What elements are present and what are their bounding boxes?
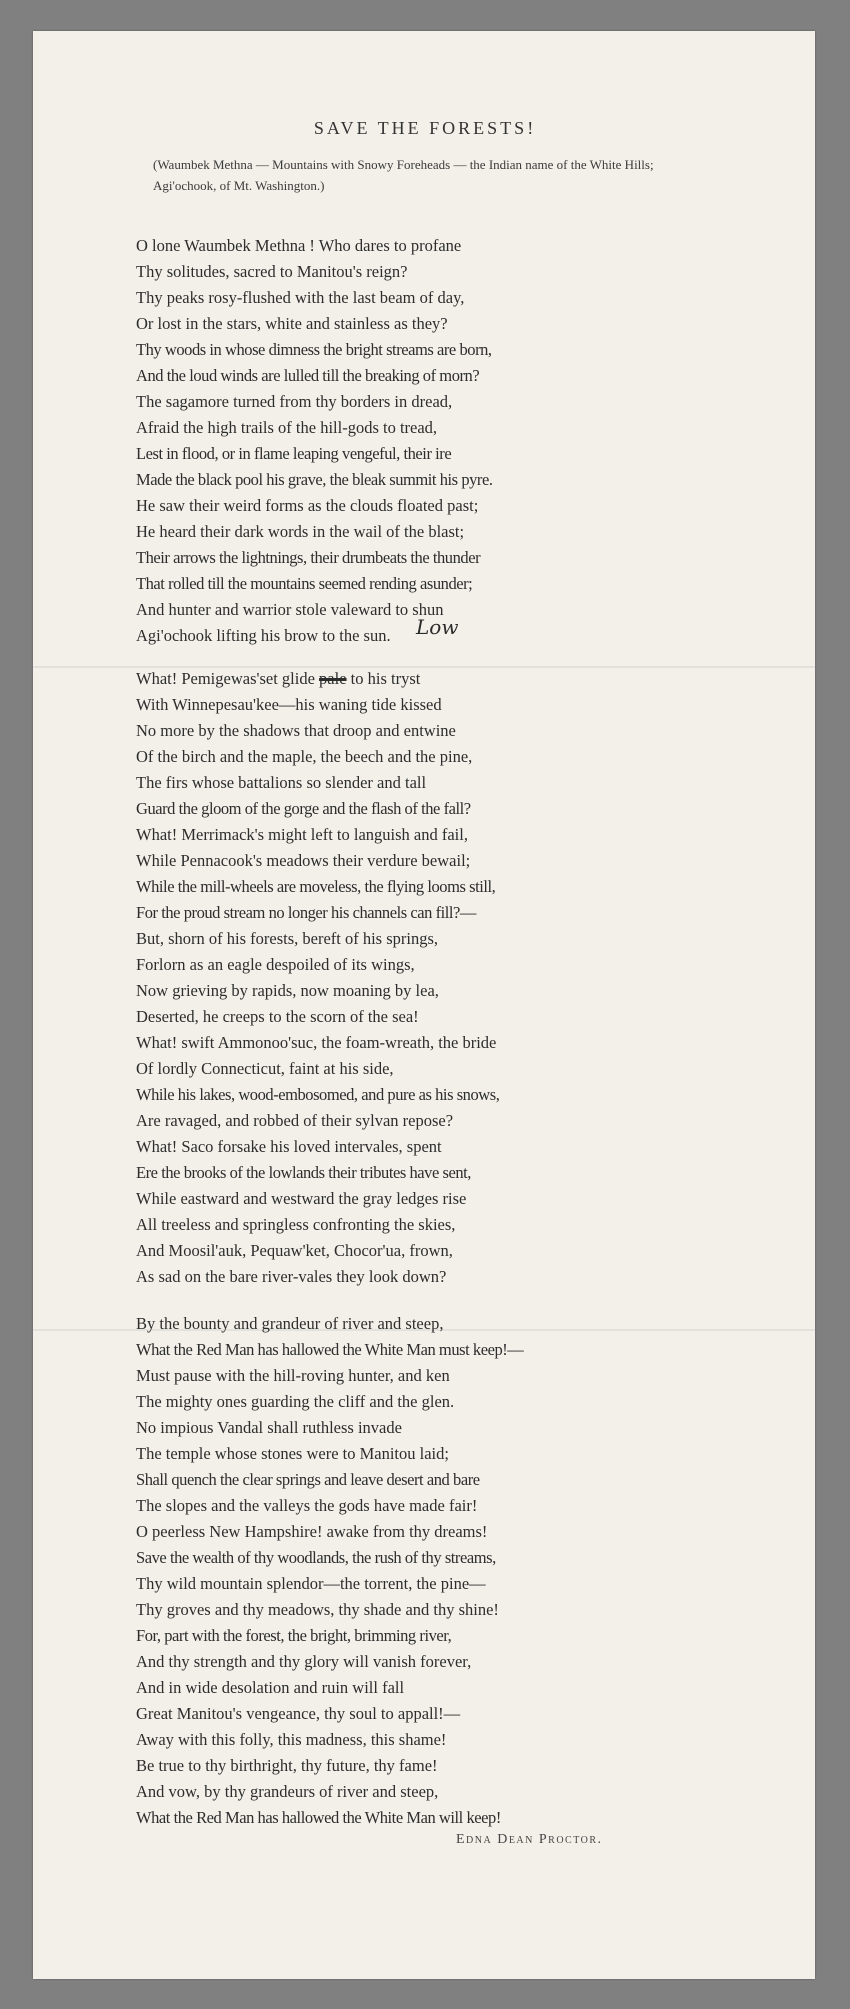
poem-line: What the Red Man has hallowed the White Man will keep! [136,1808,501,1827]
poem-line: Thy peaks rosy-flushed with the last beam of day, [136,288,465,307]
poem-line: Lest in flood, or in flame leaping vengeful, their ire [136,444,452,463]
poem-line: Made the black pool his grave, the bleak summit his pyre. [136,470,493,489]
stanza-2 [136,666,696,1290]
poem-line: Away with this folly, this madness, this shame! [136,1730,447,1749]
poem-line: While the mill-wheels are moveless, the flying looms still, [136,877,496,896]
poem-line: What! Merrimack's might left to languish and fail, [136,825,468,844]
stanza-1 [136,233,696,649]
poem-line: Afraid the high trails of the hill-gods to tread, [136,418,438,437]
poem-line: He saw their weird forms as the clouds floated past; [136,496,479,515]
poem-line: Thy groves and thy meadows, thy shade and thy shine! [136,1600,499,1619]
poem-line: With Winnepesau'kee—his waning tide kissed [136,695,442,714]
poem-line: And vow, by thy grandeurs of river and steep, [136,1782,439,1801]
poem-line: While Pennacook's meadows their verdure bewail; [136,851,471,870]
poem-line: Thy solitudes, sacred to Manitou's reign? [136,262,408,281]
poem-line: Must pause with the hill-roving hunter, and ken [136,1366,450,1385]
poem-line: For the proud stream no longer his channels can fill?— [136,903,476,922]
poem-line: And the loud winds are lulled till the breaking of morn? [136,366,480,385]
poem-line: Of the birch and the maple, the beech and the pine, [136,747,473,766]
stanza-3 [136,1311,696,1831]
poem-line: Deserted, he creeps to the scorn of the sea! [136,1007,419,1026]
poem-line: The mighty ones guarding the cliff and the glen. [136,1392,455,1411]
poem-line: That rolled till the mountains seemed rending asunder; [136,574,473,593]
poem-line: Agi'ochook lifting his brow to the sun. [136,626,391,645]
poem-line: Their arrows the lightnings, their drumbeats the thunder [136,548,481,567]
poem-line: Now grieving by rapids, now moaning by lea, [136,981,439,1000]
poem-line: What! Pemigewas'set glide pale to his tryst [136,669,421,688]
poem-line: No more by the shadows that droop and entwine [136,721,456,740]
poem-line: He heard their dark words in the wail of the blast; [136,522,465,541]
poem-line: While his lakes, wood-embosomed, and pure as his snows, [136,1085,500,1104]
poem-line: But, shorn of his forests, bereft of his springs, [136,929,439,948]
poem-line: Thy woods in whose dimness the bright streams are born, [136,340,492,359]
poem-line: The sagamore turned from thy borders in dread, [136,392,453,411]
poem-line: Be true to thy birthright, thy future, thy fame! [136,1756,438,1775]
poem-line: The slopes and the valleys the gods have made fair! [136,1496,478,1515]
poem-line: Of lordly Connecticut, faint at his side, [136,1059,394,1078]
poem-line: Great Manitou's vengeance, thy soul to appall!— [136,1704,461,1723]
poem-line: Forlorn as an eagle despoiled of its wings, [136,955,415,974]
poem-line: For, part with the forest, the bright, brimming river, [136,1626,452,1645]
poem-line: Thy wild mountain splendor—the torrent, the pine— [136,1574,486,1593]
poem-line: The firs whose battalions so slender and tall [136,773,427,792]
poem-line: And Moosil'auk, Pequaw'ket, Chocor'ua, frown, [136,1241,453,1260]
poem-subtitle: (Waumbek Methna — Mountains with Snowy Foreheads — the Indian name of the White Hills; Agi'ochook, of Mt. Washington.) [153,157,654,193]
poem-line: As sad on the bare river-vales they look down? [136,1267,447,1286]
handwritten-correction: Low [416,615,459,639]
poem-line: While eastward and westward the gray ledges rise [136,1189,467,1208]
poem-line: Guard the gloom of the gorge and the flash of the fall? [136,799,471,818]
poem-line: Or lost in the stars, white and stainless as they? [136,314,448,333]
poem-line: By the bounty and grandeur of river and steep, [136,1314,444,1333]
poem-line: O lone Waumbek Methna ! Who dares to profane [136,236,462,255]
poem-line: The temple whose stones were to Manitou laid; [136,1444,449,1463]
poem-line: And thy strength and thy glory will vanish forever, [136,1652,472,1671]
poem-line: What the Red Man has hallowed the White Man must keep!— [136,1340,524,1359]
poem-line: And in wide desolation and ruin will fall [136,1678,405,1697]
poem-line: No impious Vandal shall ruthless invade [136,1418,402,1437]
poem-line: And hunter and warrior stole valeward to shun [136,600,444,619]
poem-line: What! Saco forsake his loved intervales, spent [136,1137,442,1156]
poem-line: All treeless and springless confronting the skies, [136,1215,456,1234]
author-signature: Edna Dean Proctor. [456,1832,603,1847]
poem-line: O peerless New Hampshire! awake from thy dreams! [136,1522,488,1541]
poem-line: What! swift Ammonoo'suc, the foam-wreath, the bride [136,1033,497,1052]
poem-line: Save the wealth of thy woodlands, the rush of thy streams, [136,1548,496,1567]
poem-line: Are ravaged, and robbed of their sylvan repose? [136,1111,454,1130]
struck-word: pale [319,669,347,688]
poem-line: Shall quench the clear springs and leave desert and bare [136,1470,480,1489]
poem-line: Ere the brooks of the lowlands their tributes have sent, [136,1163,471,1182]
poem-title: SAVE THE FORESTS! [313,118,537,138]
